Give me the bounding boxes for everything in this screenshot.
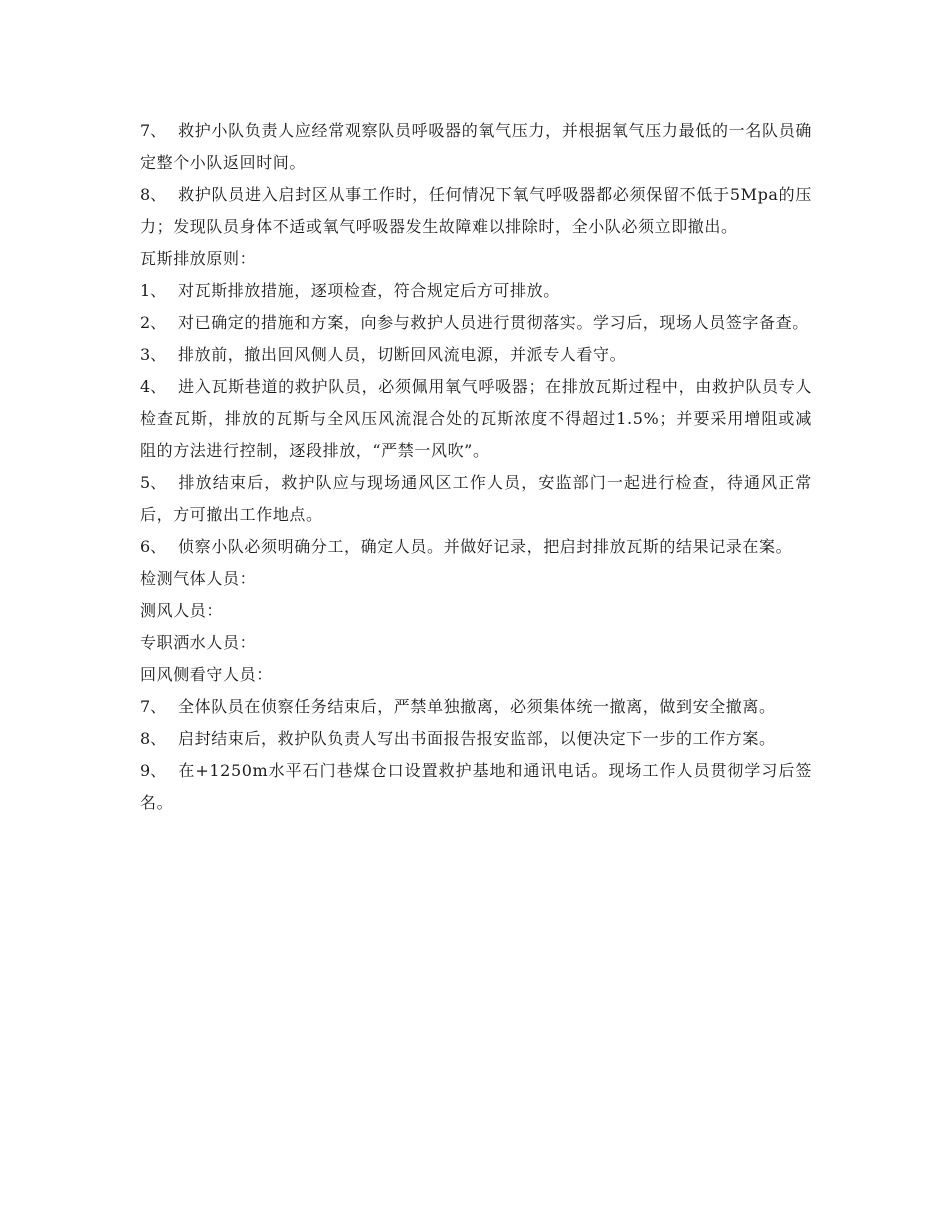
- paragraph-text: 侦察小队必须明确分工，确定人员。并做好记录，把启封排放瓦斯的结果记录在案。: [178, 537, 793, 556]
- item-number: 7、: [140, 121, 167, 140]
- paragraph-text: 启封结束后，救护队负责人写出书面报告报安监部，以便决定下一步的工作方案。: [178, 729, 776, 748]
- item-number: 9、: [140, 761, 167, 780]
- item-number: 6、: [140, 537, 167, 556]
- field-label-text: 检测气体人员：: [140, 569, 257, 588]
- document-body: [140, 115, 812, 819]
- paragraph-text: 进入瓦斯巷道的救护队员，必须佩用氧气呼吸器；在排放瓦斯过程中，由救护队员专人检查瓦斯，排放的瓦斯与全风压风流混合处的瓦斯浓度不得超过1.5%；并要采用增阻或减阻的方法进行控制，逐段排放，“严禁一风吹”。: [140, 377, 812, 460]
- paragraph-item-9-rescue-base: [140, 755, 812, 819]
- paragraph-item-8-written-report: [140, 723, 812, 755]
- field-label-text: 回风侧看守人员：: [140, 665, 273, 684]
- paragraph-text: 救护小队负责人应经常观察队员呼吸器的氧气压力，并根据氧气压力最低的一名队员确定整个小队返回时间。: [140, 121, 812, 172]
- paragraph-item-8-reserve-pressure: [140, 179, 812, 243]
- field-label-text: 测风人员：: [140, 601, 224, 620]
- paragraph-item-7-oxygen-pressure: [140, 115, 812, 179]
- heading-text: 瓦斯排放原则：: [140, 249, 257, 268]
- item-number: 5、: [140, 473, 167, 492]
- paragraph-text: 救护队员进入启封区从事工作时，任何情况下氧气呼吸器都必须保留不低于5Mpa的压力；发现队员身体不适或氧气呼吸器发生故障难以排除时，全小队必须立即撤出。: [140, 185, 812, 236]
- item-number: 8、: [140, 729, 167, 748]
- item-number: 2、: [140, 313, 167, 332]
- paragraph-item-3-evacuate-return-side: [140, 339, 812, 371]
- paragraph-item-5-post-discharge-check: [140, 467, 812, 531]
- paragraph-text: 对已确定的措施和方案，向参与救护人员进行贯彻落实。学习后，现场人员签字备查。: [178, 313, 809, 332]
- paragraph-item-1-check-measures: [140, 275, 812, 307]
- paragraph-text: 在+1250m水平石门巷煤仓口设置救护基地和通讯电话。现场工作人员贯彻学习后签名。: [140, 761, 812, 812]
- paragraph-text: 对瓦斯排放措施，逐项检查，符合规定后方可排放。: [178, 281, 560, 300]
- paragraph-item-4-gas-concentration: [140, 371, 812, 467]
- item-number: 1、: [140, 281, 167, 300]
- field-label-gas-detection-personnel: [140, 563, 812, 595]
- item-number: 8、: [140, 185, 167, 204]
- item-number: 3、: [140, 345, 167, 364]
- paragraph-text: 排放前，撤出回风侧人员，切断回风流电源，并派专人看守。: [178, 345, 627, 364]
- item-number: 7、: [140, 697, 167, 716]
- paragraph-item-7-collective-withdrawal: [140, 691, 812, 723]
- field-label-text: 专职洒水人员：: [140, 633, 257, 652]
- paragraph-text: 排放结束后，救护队应与现场通风区工作人员，安监部门一起进行检查，待通风正常后，方可撤出工作地点。: [140, 473, 812, 524]
- paragraph-item-2-implement-plan: [140, 307, 812, 339]
- paragraph-text: 全体队员在侦察任务结束后，严禁单独撤离，必须集体统一撤离，做到安全撤离。: [178, 697, 776, 716]
- item-number: 4、: [140, 377, 167, 396]
- section-heading-gas-discharge-principles: [140, 243, 812, 275]
- field-label-airflow-personnel: [140, 595, 812, 627]
- field-label-water-spraying-personnel: [140, 627, 812, 659]
- field-label-return-side-guard: [140, 659, 812, 691]
- paragraph-item-6-reconnaissance-record: [140, 531, 812, 563]
